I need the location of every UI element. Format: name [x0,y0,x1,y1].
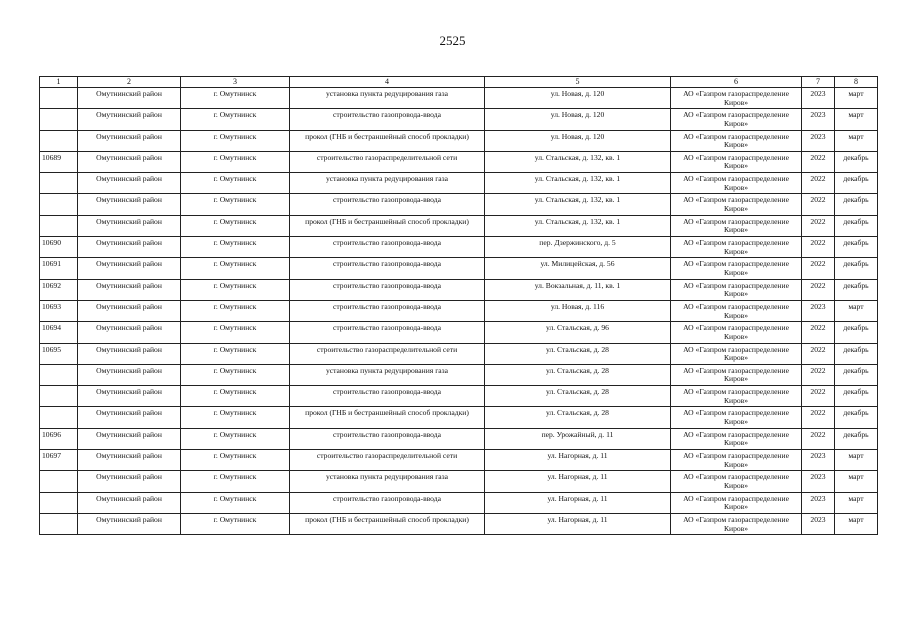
row-number-cell [40,194,78,215]
organization-cell: АО «Газпром газораспределение Киров» [671,88,802,109]
month-cell: март [835,300,878,321]
year-cell: 2022 [802,279,835,300]
row-number-cell: 10690 [40,237,78,258]
address-cell: ул. Стальская, д. 132, кв. 1 [485,173,671,194]
header-cell: 5 [485,77,671,88]
organization-cell: АО «Газпром газораспределение Киров» [671,471,802,492]
district-cell: Омутнинский район [78,364,181,385]
table-row [40,386,878,407]
organization-cell: АО «Газпром газораспределение Киров» [671,279,802,300]
year-cell: 2023 [802,109,835,130]
organization-cell: АО «Газпром газораспределение Киров» [671,513,802,534]
table-row [40,109,878,130]
table-row [40,492,878,513]
year-cell: 2022 [802,258,835,279]
address-cell: ул. Милицейская, д. 56 [485,258,671,279]
month-cell: март [835,88,878,109]
district-cell: Омутнинский район [78,428,181,449]
month-cell: декабрь [835,151,878,172]
month-cell: декабрь [835,279,878,300]
district-cell: Омутнинский район [78,386,181,407]
header-cell: 3 [181,77,290,88]
month-cell: декабрь [835,343,878,364]
row-number-cell: 10694 [40,322,78,343]
address-cell: ул. Нагорная, д. 11 [485,513,671,534]
year-cell: 2022 [802,151,835,172]
district-cell: Омутнинский район [78,258,181,279]
table-row [40,364,878,385]
address-cell: ул. Нагорная, д. 11 [485,492,671,513]
table-row [40,88,878,109]
work-type-cell: строительство газопровода-ввода [290,109,485,130]
header-cell: 4 [290,77,485,88]
address-cell: ул. Новая, д. 116 [485,300,671,321]
organization-cell: АО «Газпром газораспределение Киров» [671,450,802,471]
table-row [40,428,878,449]
settlement-cell: г. Омутнинск [181,194,290,215]
month-cell: декабрь [835,258,878,279]
row-number-cell [40,173,78,194]
organization-cell: АО «Газпром газораспределение Киров» [671,428,802,449]
year-cell: 2022 [802,407,835,428]
row-number-cell [40,386,78,407]
month-cell: март [835,471,878,492]
year-cell: 2023 [802,492,835,513]
district-cell: Омутнинский район [78,279,181,300]
row-number-cell [40,471,78,492]
year-cell: 2022 [802,237,835,258]
address-cell: ул. Стальская, д. 132, кв. 1 [485,194,671,215]
district-cell: Омутнинский район [78,513,181,534]
month-cell: декабрь [835,322,878,343]
table-row [40,471,878,492]
settlement-cell: г. Омутнинск [181,109,290,130]
year-cell: 2022 [802,343,835,364]
month-cell: декабрь [835,364,878,385]
month-cell: декабрь [835,194,878,215]
work-type-cell: строительство газораспределительной сети [290,343,485,364]
table-row [40,151,878,172]
address-cell: ул. Новая, д. 120 [485,88,671,109]
year-cell: 2023 [802,450,835,471]
month-cell: март [835,492,878,513]
district-cell: Омутнинский район [78,450,181,471]
row-number-cell [40,407,78,428]
address-cell: ул. Вокзальная, д. 11, кв. 1 [485,279,671,300]
page-number: 2525 [439,33,466,48]
work-type-cell: прокол (ГНБ и бестраншейный способ прокладки) [290,513,485,534]
settlement-cell: г. Омутнинск [181,407,290,428]
settlement-cell: г. Омутнинск [181,471,290,492]
row-number-cell [40,492,78,513]
settlement-cell: г. Омутнинск [181,258,290,279]
table-row [40,279,878,300]
district-cell: Омутнинский район [78,300,181,321]
settlement-cell: г. Омутнинск [181,322,290,343]
settlement-cell: г. Омутнинск [181,130,290,151]
settlement-cell: г. Омутнинск [181,386,290,407]
year-cell: 2022 [802,215,835,236]
year-cell: 2023 [802,471,835,492]
row-number-cell [40,109,78,130]
address-cell: ул. Стальская, д. 28 [485,407,671,428]
settlement-cell: г. Омутнинск [181,173,290,194]
address-cell: ул. Стальская, д. 28 [485,343,671,364]
month-cell: март [835,450,878,471]
table-row [40,343,878,364]
organization-cell: АО «Газпром газораспределение Киров» [671,173,802,194]
header-cell: 1 [40,77,78,88]
year-cell: 2023 [802,300,835,321]
work-type-cell: строительство газопровода-ввода [290,194,485,215]
district-cell: Омутнинский район [78,173,181,194]
work-type-cell: установка пункта редуцирования газа [290,471,485,492]
year-cell: 2023 [802,513,835,534]
settlement-cell: г. Омутнинск [181,300,290,321]
organization-cell: АО «Газпром газораспределение Киров» [671,109,802,130]
work-type-cell: строительство газопровода-ввода [290,428,485,449]
organization-cell: АО «Газпром газораспределение Киров» [671,237,802,258]
settlement-cell: г. Омутнинск [181,215,290,236]
table-row [40,258,878,279]
table-row [40,215,878,236]
header-cell: 2 [78,77,181,88]
work-type-cell: строительство газопровода-ввода [290,237,485,258]
row-number-cell: 10693 [40,300,78,321]
organization-cell: АО «Газпром газораспределение Киров» [671,258,802,279]
work-type-cell: строительство газопровода-ввода [290,386,485,407]
month-cell: декабрь [835,428,878,449]
row-number-cell: 10691 [40,258,78,279]
year-cell: 2022 [802,428,835,449]
organization-cell: АО «Газпром газораспределение Киров» [671,407,802,428]
organization-cell: АО «Газпром газораспределение Киров» [671,386,802,407]
row-number-cell [40,88,78,109]
address-cell: ул. Новая, д. 120 [485,130,671,151]
settlement-cell: г. Омутнинск [181,237,290,258]
row-number-cell: 10697 [40,450,78,471]
table-row [40,130,878,151]
month-cell: март [835,513,878,534]
district-cell: Омутнинский район [78,194,181,215]
organization-cell: АО «Газпром газораспределение Киров» [671,364,802,385]
row-number-cell: 10692 [40,279,78,300]
year-cell: 2023 [802,130,835,151]
organization-cell: АО «Газпром газораспределение Киров» [671,492,802,513]
district-cell: Омутнинский район [78,109,181,130]
work-type-cell: прокол (ГНБ и бестраншейный способ прокладки) [290,407,485,428]
organization-cell: АО «Газпром газораспределение Киров» [671,300,802,321]
district-cell: Омутнинский район [78,407,181,428]
month-cell: март [835,130,878,151]
year-cell: 2023 [802,88,835,109]
district-cell: Омутнинский район [78,343,181,364]
organization-cell: АО «Газпром газораспределение Киров» [671,322,802,343]
district-cell: Омутнинский район [78,237,181,258]
header-cell: 6 [671,77,802,88]
settlement-cell: г. Омутнинск [181,364,290,385]
year-cell: 2022 [802,386,835,407]
work-type-cell: строительство газопровода-ввода [290,322,485,343]
work-type-cell: строительство газопровода-ввода [290,279,485,300]
month-cell: декабрь [835,215,878,236]
work-type-cell: установка пункта редуцирования газа [290,88,485,109]
header-row [40,77,878,88]
row-number-cell: 10689 [40,151,78,172]
month-cell: декабрь [835,237,878,258]
address-cell: ул. Новая, д. 120 [485,109,671,130]
header-cell: 7 [802,77,835,88]
row-number-cell [40,130,78,151]
table-row [40,407,878,428]
work-type-cell: прокол (ГНБ и бестраншейный способ прокладки) [290,215,485,236]
work-type-cell: прокол (ГНБ и бестраншейный способ прокладки) [290,130,485,151]
organization-cell: АО «Газпром газораспределение Киров» [671,151,802,172]
header-cell: 8 [835,77,878,88]
table-row [40,513,878,534]
district-cell: Омутнинский район [78,471,181,492]
month-cell: март [835,109,878,130]
year-cell: 2022 [802,194,835,215]
row-number-cell: 10696 [40,428,78,449]
district-cell: Омутнинский район [78,130,181,151]
settlement-cell: г. Омутнинск [181,450,290,471]
settlement-cell: г. Омутнинск [181,513,290,534]
address-cell: ул. Стальская, д. 28 [485,364,671,385]
year-cell: 2022 [802,322,835,343]
month-cell: декабрь [835,386,878,407]
work-type-cell: установка пункта редуцирования газа [290,364,485,385]
organization-cell: АО «Газпром газораспределение Киров» [671,343,802,364]
address-cell: ул. Стальская, д. 132, кв. 1 [485,151,671,172]
work-type-cell: строительство газопровода-ввода [290,300,485,321]
address-cell: ул. Стальская, д. 132, кв. 1 [485,215,671,236]
month-cell: декабрь [835,407,878,428]
year-cell: 2022 [802,173,835,194]
year-cell: 2022 [802,364,835,385]
address-cell: пер. Урожайный, д. 11 [485,428,671,449]
organization-cell: АО «Газпром газораспределение Киров» [671,215,802,236]
settlement-cell: г. Омутнинск [181,88,290,109]
settlement-cell: г. Омутнинск [181,279,290,300]
address-cell: ул. Нагорная, д. 11 [485,450,671,471]
address-cell: ул. Нагорная, д. 11 [485,471,671,492]
table-row [40,300,878,321]
gasification-table [39,76,878,535]
table-row [40,322,878,343]
row-number-cell [40,364,78,385]
address-cell: ул. Стальская, д. 96 [485,322,671,343]
district-cell: Омутнинский район [78,492,181,513]
settlement-cell: г. Омутнинск [181,343,290,364]
row-number-cell [40,215,78,236]
month-cell: декабрь [835,173,878,194]
table-row [40,237,878,258]
organization-cell: АО «Газпром газораспределение Киров» [671,194,802,215]
table-row [40,194,878,215]
work-type-cell: строительство газопровода-ввода [290,258,485,279]
table-row [40,173,878,194]
row-number-cell: 10695 [40,343,78,364]
district-cell: Омутнинский район [78,215,181,236]
settlement-cell: г. Омутнинск [181,428,290,449]
work-type-cell: строительство газораспределительной сети [290,151,485,172]
work-type-cell: установка пункта редуцирования газа [290,173,485,194]
settlement-cell: г. Омутнинск [181,151,290,172]
district-cell: Омутнинский район [78,322,181,343]
address-cell: пер. Дзержинского, д. 5 [485,237,671,258]
work-type-cell: строительство газопровода-ввода [290,492,485,513]
row-number-cell [40,513,78,534]
settlement-cell: г. Омутнинск [181,492,290,513]
district-cell: Омутнинский район [78,151,181,172]
work-type-cell: строительство газораспределительной сети [290,450,485,471]
table-row [40,450,878,471]
district-cell: Омутнинский район [78,88,181,109]
organization-cell: АО «Газпром газораспределение Киров» [671,130,802,151]
address-cell: ул. Стальская, д. 28 [485,386,671,407]
